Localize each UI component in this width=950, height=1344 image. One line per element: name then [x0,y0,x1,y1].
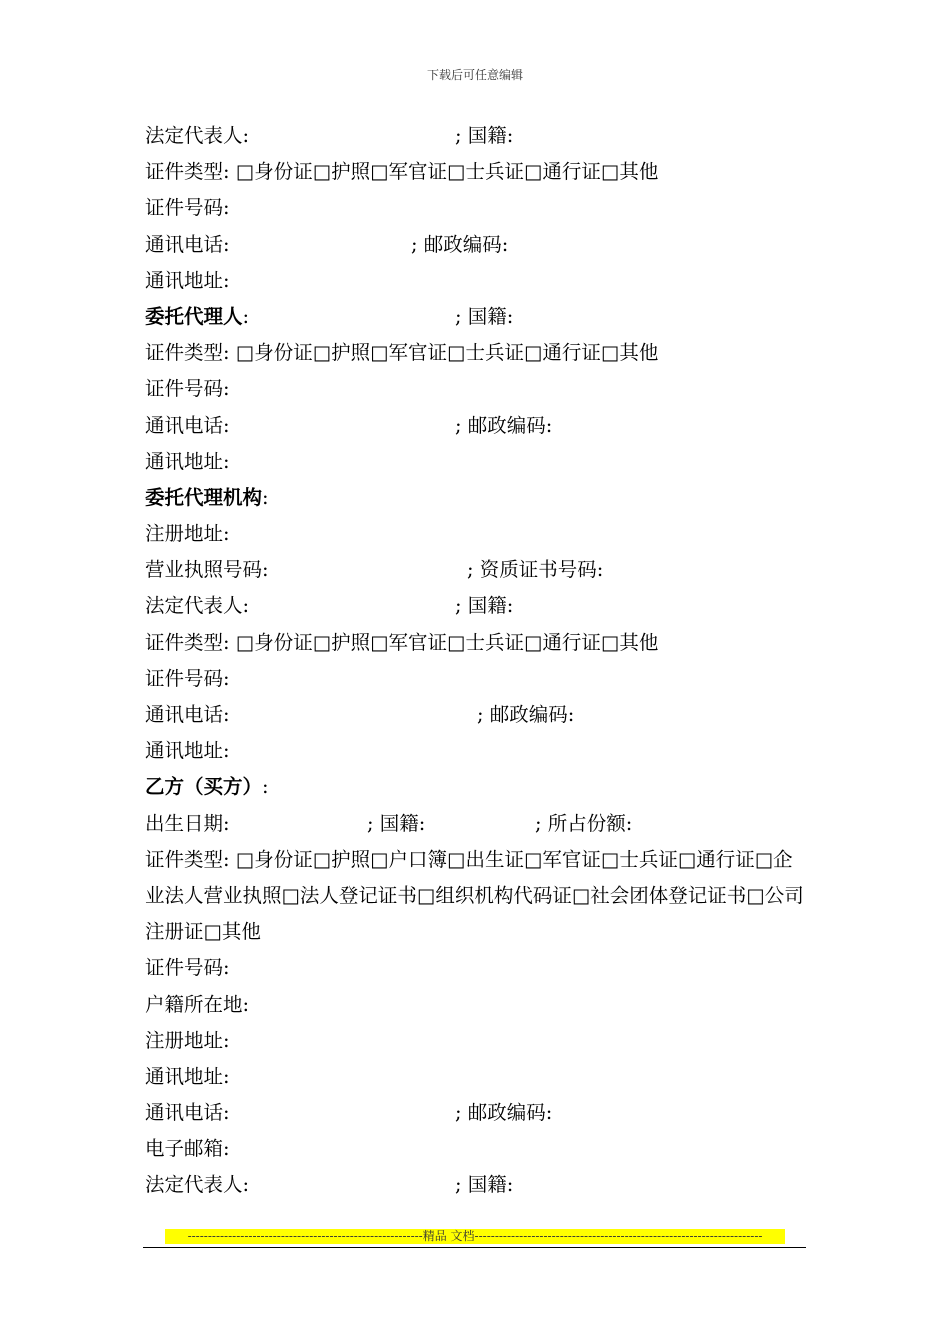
agency-colon: : [262,485,269,509]
address-line: 通讯地址: [145,449,230,473]
nationality-label: ; 国籍: [455,1173,514,1197]
agent-line [145,299,810,335]
agent-heading: 委托代理人 [145,304,243,328]
address-line: 通讯地址: [145,739,230,763]
address-line: 通讯地址: [145,1064,230,1088]
phone-line [145,1095,810,1131]
legal-rep-line [145,588,810,624]
phone-label: 通讯电话: [145,232,230,256]
footer-banner: ----------------------------------------------------------精品 文档----------------------------------------------------------------------- [165,1229,785,1244]
nationality-label: ; 国籍: [367,811,426,835]
phone-label: 通讯电话: [145,1101,230,1125]
nationality-label: ; 国籍: [455,594,514,618]
address-line: 通讯地址: [145,268,230,292]
party-b-heading: 乙方（买方） [145,775,263,799]
form-body [145,118,810,1204]
id-number-line: 证件号码: [145,196,230,220]
qualification-label: ; 资质证书号码: [467,558,604,582]
party-b-line [145,769,810,805]
id-number-line: 证件号码: [145,666,230,690]
page-header: 下载后可任意编辑 [426,68,523,82]
phone-label: 通讯电话: [145,703,230,726]
legal-rep-label: 法定代表人: [145,594,250,618]
id-type-line: 证件类型: □身份证□护照□军官证□士兵证□通行证□其他 [145,341,659,365]
id-type-line: 证件类型: □身份证□护照□军官证□士兵证□通行证□其他 [145,160,659,184]
id-number-line: 证件号码: [145,956,230,980]
phone-line [145,227,810,263]
legal-rep-line [145,1167,810,1203]
share-label: ; 所占份额: [535,811,633,835]
phone-label: 通讯电话: [145,413,230,437]
household-line: 户籍所在地: [145,992,250,1016]
registered-address-line: 注册地址: [145,522,230,546]
legal-rep-label: 法定代表人: [145,124,250,147]
phone-line [145,697,810,733]
nationality-label: ; 国籍: [455,304,514,328]
postcode-label: ; 邮政编码: [455,1101,553,1125]
agency-line [145,480,810,516]
birth-label: 出生日期: [145,811,230,835]
footer-divider [143,1247,806,1248]
birth-line [145,806,810,842]
email-line: 电子邮箱: [145,1137,230,1161]
license-line [145,552,810,588]
id-type-line: 证件类型: □身份证□护照□军官证□士兵证□通行证□其他 [145,630,659,654]
legal-rep-label: 法定代表人: [145,1173,250,1197]
license-label: 营业执照号码: [145,558,269,582]
party-b-colon: : [262,775,269,799]
registered-address-line: 注册地址: [145,1028,230,1052]
agency-heading: 委托代理机构 [145,485,263,509]
agent-colon: : [242,304,250,328]
postcode-label: ; 邮政编码: [455,413,553,437]
id-type-long-line: 证件类型: □身份证□护照□户口簿□出生证□军官证□士兵证□通行证□企业法人营业执照□法人登记证书□组织机构代码证□社会团体登记证书□公司注册证□其他 [145,847,804,944]
id-number-line: 证件号码: [145,377,230,401]
postcode-label: ; 邮政编码: [477,703,575,726]
phone-line [145,408,810,444]
nationality-label: ; 国籍: [455,124,514,147]
postcode-label: ; 邮政编码: [411,232,509,256]
legal-rep-line [145,118,810,154]
